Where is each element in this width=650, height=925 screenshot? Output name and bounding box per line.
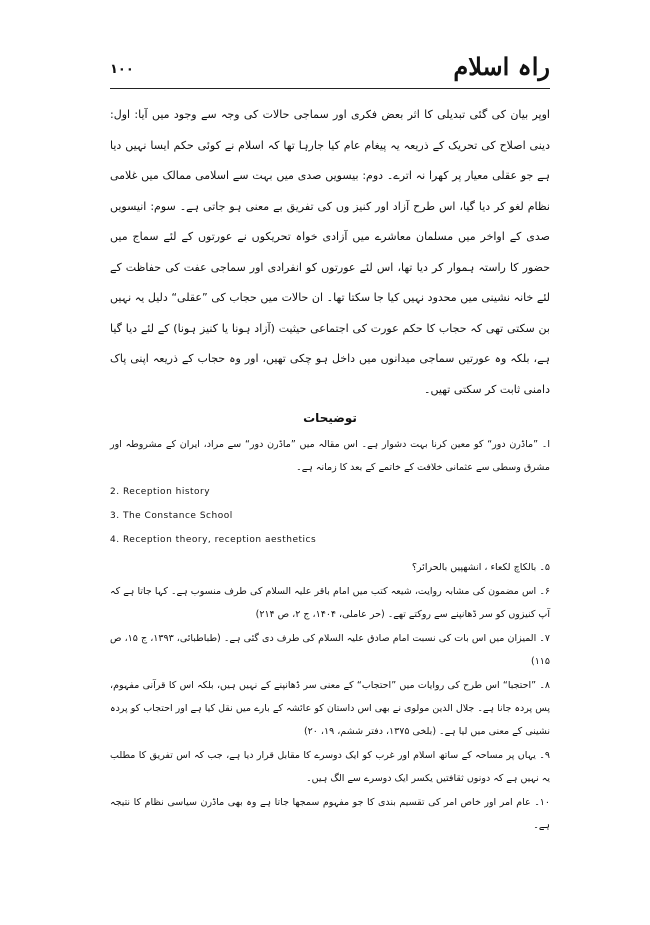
page-number: ۱۰۰ xyxy=(110,62,134,77)
page-header xyxy=(110,52,550,88)
body-paragraph: اوپر بیان کی گئی تبدیلی کا اثر بعض فکری اور سماجی حالات کی وجہ سے وجود میں آیا: اول: دینی اصلاح کی تحریک کے ذریعہ یہ پیغام عام کیا جارہا تھا کہ اسلام نے کوئی حکم ایسا نہیں دیا ہے جو عقلی معیار پر کھرا نہ اترے۔ دوم: بیسویں صدی میں بہت سے اسلامی ممالک میں غلامی نظام لغو کر دیا گیا، اس طرح آزاد اور کنیز وں کی تفریق بے معنی ہو جاتی ہے۔ سوم: انیسویں صدی کے اواخر میں مسلمان معاشرے میں آزادی خواہ تحریکوں نے عورتوں کے لئے سماج میں حضور کا راستہ ہموار کر دیا تھا، اس لئے عورتوں کو انفرادی اور سماجی عفت کی حفاظت کے لئے خانہ نشینی میں محدود نہیں کیا جا سکتا تھا۔ ان حالات میں حجاب کی ”عقلی“ دلیل یہ نہیں بن سکتی تھی کہ حجاب کا حکم عورت کی اجتماعی حیثیت (آزاد ہونا یا کنیز ہونا) کے لئے دیا گیا ہے، بلکہ وہ عورتیں سماجی میدانوں میں داخل ہو چکی تھیں، اور وہ حجاب کے ذریعہ اپنی پاک دامنی ثابت کر سکتی تھیں۔ xyxy=(110,108,550,396)
page-body xyxy=(110,100,550,838)
note-4: 4. Reception theory, reception aesthetics xyxy=(110,535,317,545)
note-2: 2. Reception history xyxy=(110,487,211,497)
note-10: ۱۰۔ عام امر اور خاص امر کی تقسیم بندی کا جو مفہوم سمجھا جاتا ہے وہ بھی ماڈرن سیاسی نظام کا نتیجہ ہے۔ xyxy=(110,797,550,831)
note-7: ۷۔ المیزان میں اس بات کی نسبت امام صادق علیہ السلام کی طرف دی گئی ہے۔ (طباطبائی، ۱۳۹۳، ج ۱۵، ص ۱۱۵) xyxy=(110,633,550,667)
note-9: ۹۔ یہاں پر مساحہ کے ساتھ اسلام اور غرب کو ایک دوسرے کا مقابل قرار دیا ہے، جب کہ اس تفریق کا مطلب یہ نہیں ہے کہ دونوں ثقافتیں یکسر ایک دوسرے سے الگ ہیں۔ xyxy=(110,750,550,784)
notes-list xyxy=(110,433,550,837)
note-6: ۶۔ اس مضمون کی مشابہ روایت، شیعہ کتب میں امام باقر علیہ السلام کی طرف منسوب ہے۔ کہا جاتا ہے کہ آپ کنیزوں کو سر ڈھانپنے سے روکتے تھے۔ (حر عاملی، ۱۴۰۴، ج ۲، ص ۲۱۴) xyxy=(110,586,550,620)
note-3: 3. The Constance School xyxy=(110,511,233,521)
note-8: ۸۔ ”احتجبا“ اس طرح کی روایات میں ”احتجاب“ کے معنی سر ڈھانپنے کے نہیں ہیں، بلکہ اس کا قرآنی مفہوم، پس پردہ جانا ہے۔ جلال الدین مولوی نے بھی اس داستان کو عائشہ کے بارے میں نقل کیا ہے اور احتجاب کو پردہ نشینی کے معنی میں لیا ہے۔ (بلخی ۱۳۷۵، دفتر ششم، ۱۹، ۲۰) xyxy=(110,680,550,737)
notes-heading: توضیحات xyxy=(303,411,357,425)
header-divider xyxy=(110,88,550,89)
note-5: ۵۔ بالکاچ لکعاء ، انشهپیں بالحرائر؟ xyxy=(411,562,550,573)
journal-title: راہ اسلام xyxy=(453,52,550,81)
note-1: ا۔ ”ماڈرن دور“ کو معین کرنا بہت دشوار ہے۔ اس مقالہ میں ”ماڈرن دور“ سے مراد، ایران کے مشروطہ اور مشرق وسطی سے عثمانی خلافت کے خاتمے کے بعد کا زمانہ ہے۔ xyxy=(110,439,550,473)
